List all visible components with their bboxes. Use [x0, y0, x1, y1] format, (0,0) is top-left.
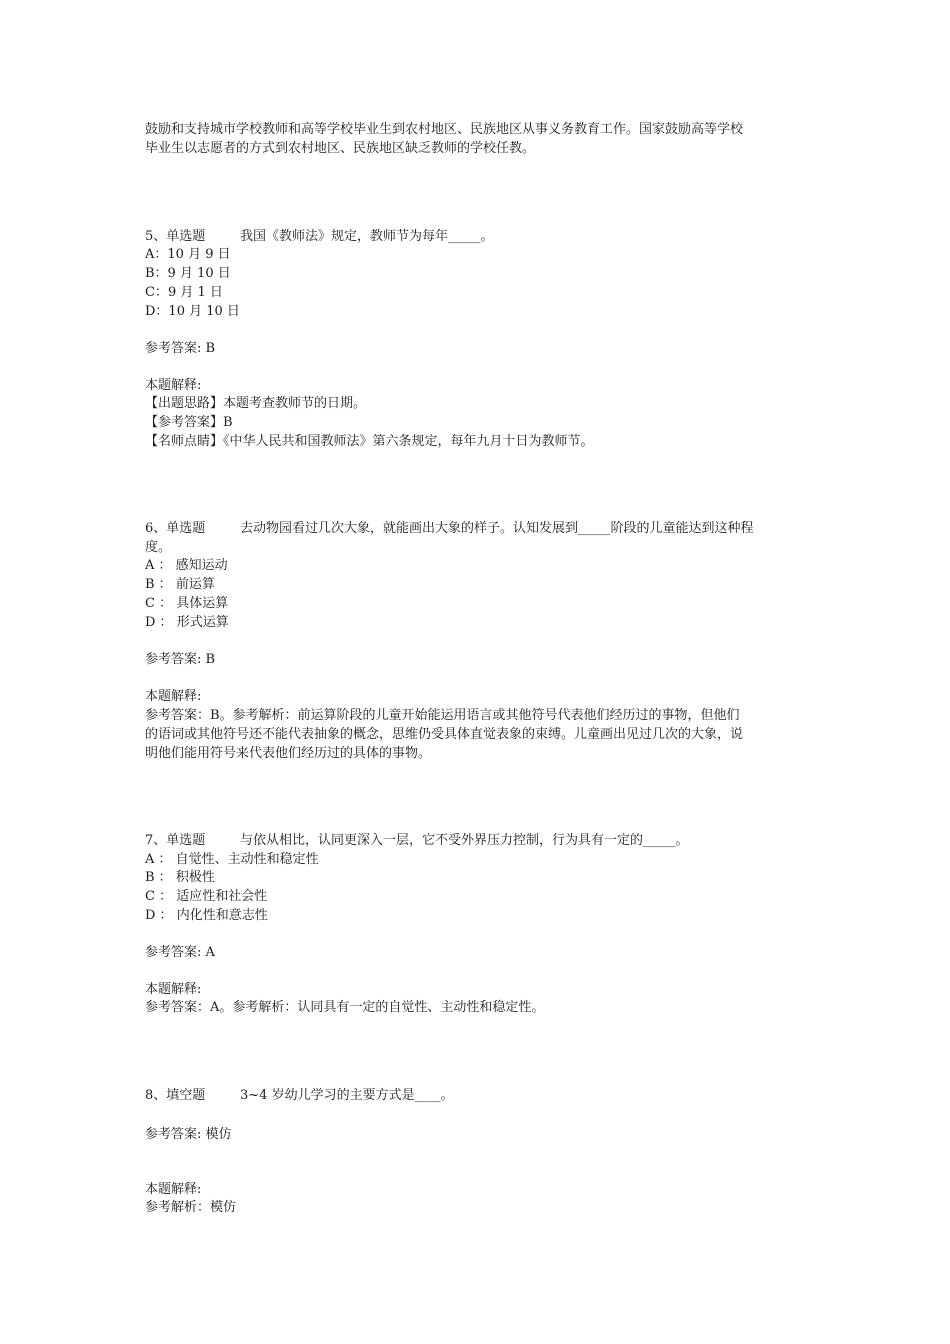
- question-5-option-c: C：9 月 1 日: [145, 285, 223, 300]
- question-6-explain-title: 本题解释:: [145, 689, 202, 704]
- question-8-stem: 3~4 岁幼儿学习的主要方式是____。: [240, 1088, 454, 1103]
- question-6-stem-cont: 度。: [145, 540, 172, 555]
- question-6-option-a: A ： 感知运动: [145, 558, 228, 573]
- question-5-explain-title: 本题解释:: [145, 378, 202, 393]
- question-7-explain-title: 本题解释:: [145, 982, 202, 997]
- question-5-explain-line-1: 【出题思路】本题考查教师节的日期。: [145, 396, 367, 411]
- question-8-title: [145, 1086, 810, 1105]
- question-7-option-b: B ： 积极性: [145, 870, 215, 885]
- document-page: [145, 0, 810, 1344]
- question-6-stem: 去动物园看过几次大象，就能画出大象的样子。认知发展到_____阶段的儿童能达到这种程: [240, 521, 754, 536]
- question-6-option-b: B ： 前运算: [145, 577, 215, 592]
- question-5-answer: 参考答案: B: [145, 341, 216, 356]
- question-7-option-a: A ： 自觉性、主动性和稳定性: [145, 852, 319, 867]
- question-5-explain-line-3: 【名师点睛】《中华人民共和国教师法》第六条规定，每年九月十日为教师节。: [145, 434, 594, 449]
- question-7-option-c: C ： 适应性和社会性: [145, 889, 268, 904]
- question-7-title: [145, 831, 810, 850]
- question-8-explain-line-1: 参考解析：模仿: [145, 1200, 237, 1215]
- question-5-explain-line-2: 【参考答案】B: [145, 415, 233, 430]
- question-7-option-d: D ： 内化性和意志性: [145, 908, 268, 923]
- question-5-title: [145, 227, 810, 246]
- intro-line-1: 鼓励和支持城市学校教师和高等学校毕业生到农村地区、民族地区从事义务教育工作。国家鼓励高等学校: [145, 122, 744, 137]
- question-7-header: 7、单选题: [145, 833, 206, 848]
- question-7-stem: 与依从相比，认同更深入一层，它不受外界压力控制，行为具有一定的_____。: [240, 833, 689, 848]
- question-6-explain-line-1: 参考答案：B。参考解析：前运算阶段的儿童开始能运用语言或其他符号代表他们经历过的事物，但他们: [145, 708, 740, 723]
- question-5-stem: 我国《教师法》规定，教师节为每年_____。: [240, 229, 494, 244]
- question-7-explain-line-1: 参考答案：A。参考解析：认同具有一定的自觉性、主动性和稳定性。: [145, 1000, 545, 1015]
- question-6-explain-line-3: 明他们能用符号来代表他们经历过的具体的事物。: [145, 746, 432, 761]
- question-5-header: 5、单选题: [145, 229, 206, 244]
- question-7-answer: 参考答案: A: [145, 945, 215, 960]
- question-5-option-d: D：10 月 10 日: [145, 304, 240, 319]
- question-6-explain-line-2: 的语词或其他符号还不能代表抽象的概念，思维仍受具体直觉表象的束缚。儿童画出见过几次的大象，说: [145, 727, 744, 742]
- question-5-option-a: A：10 月 9 日: [145, 247, 231, 262]
- question-6-option-d: D ： 形式运算: [145, 615, 229, 630]
- question-8-answer: 参考答案: 模仿: [145, 1127, 232, 1142]
- question-6-option-c: C ： 具体运算: [145, 596, 229, 611]
- question-8-header: 8、填空题: [145, 1088, 206, 1103]
- question-6-title: [145, 519, 810, 538]
- question-6-header: 6、单选题: [145, 521, 206, 536]
- question-5-option-b: B：9 月 10 日: [145, 266, 231, 281]
- intro-line-2: 毕业生以志愿者的方式到农村地区、民族地区缺乏教师的学校任教。: [145, 141, 536, 156]
- question-8-explain-title: 本题解释:: [145, 1182, 202, 1197]
- question-6-answer: 参考答案: B: [145, 652, 216, 667]
